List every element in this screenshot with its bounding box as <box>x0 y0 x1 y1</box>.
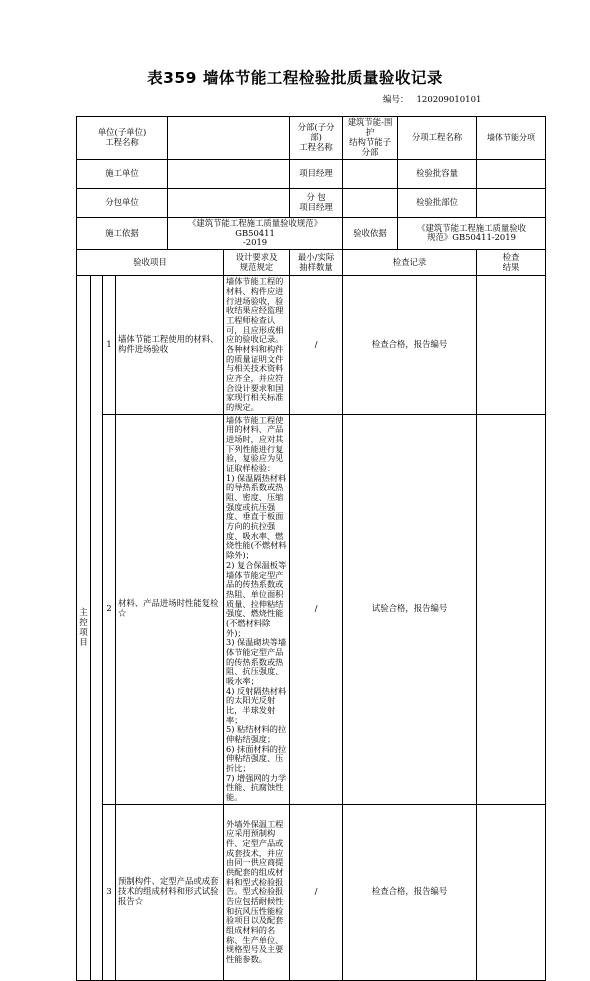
acceptance-basis-label: 验收依据 <box>343 217 398 250</box>
header-row-2 <box>77 159 546 188</box>
main-control-label: 主 控 项 目 <box>77 276 91 980</box>
basis-value: 《建筑节能工程施工质量验收规范》GB50411 -2019 <box>168 217 343 250</box>
row-number: 3 <box>103 804 116 980</box>
subcontractor-value <box>168 188 290 217</box>
row-requirement: 外墙外保温工程应采用预制构件、定型产品或成套技术，并应由同一供应商提供配套的组成材料和型式检验报告。型式检验报告应包括耐候性和抗风压性能检验项目以及配套组成材料的名称、生产单位、规格型号及主要性能参数。 <box>224 804 290 980</box>
column-item: 验收项目 <box>77 250 224 276</box>
header-row-4 <box>77 217 546 250</box>
table-row <box>77 804 546 980</box>
row-result <box>477 414 546 804</box>
column-header-row <box>77 250 546 276</box>
batch-capacity-label: 检验批容量 <box>398 159 477 188</box>
row-number: 1 <box>103 276 116 414</box>
sub-manager-value <box>343 188 398 217</box>
header-row-1 <box>77 117 546 160</box>
construction-unit-value <box>168 159 290 188</box>
project-manager-label: 项目经理 <box>290 159 343 188</box>
batch-capacity-value <box>477 159 546 188</box>
subitem-label: 分项工程名称 <box>398 117 477 160</box>
row-requirement: 墙体节能工程的材料、构件应进行进场验收，验收结果应经监理工程师检查认可，且应形成相应的验收记录。各种材料和构件的质量证明文件与相关技术资料应齐全，并应符合设计要求和国家现行相关标准的规定。 <box>224 276 290 414</box>
table-row <box>77 276 546 414</box>
basis-label: 施工依据 <box>77 217 168 250</box>
unit-project-value <box>168 117 290 160</box>
row-record: 试验合格，报告编号 <box>343 414 477 804</box>
unit-project-label: 单位(子单位) 工程名称 <box>77 117 168 160</box>
subcontractor-label: 分包单位 <box>77 188 168 217</box>
project-manager-value <box>343 159 398 188</box>
column-record: 检查记录 <box>343 250 477 276</box>
table-row <box>77 414 546 804</box>
document-number <box>383 93 481 105</box>
row-item: 材料、产品进场时性能复检☆ <box>116 414 224 804</box>
division-value: 建筑节能-围护 结构节能子分部 <box>343 117 398 160</box>
subitem-value: 墙体节能分项 <box>477 117 546 160</box>
sub-manager-label: 分 包 项目经理 <box>290 188 343 217</box>
spacer-column <box>91 276 103 980</box>
acceptance-basis-value: 《建筑节能工程施工质量验收 规范》GB50411-2019 <box>398 217 546 250</box>
row-sampling: / <box>290 414 343 804</box>
page-title: 表359 墙体节能工程检验批质量验收记录 <box>147 69 443 87</box>
inspection-record-table <box>76 116 546 981</box>
division-label: 分部(子分部) 工程名称 <box>290 117 343 160</box>
row-sampling: / <box>290 276 343 414</box>
row-result <box>477 276 546 414</box>
batch-location-label: 检验批部位 <box>398 188 477 217</box>
row-item: 墙体节能工程使用的材料、构件进场验收 <box>116 276 224 414</box>
batch-location-value <box>477 188 546 217</box>
document-number-value: 120209010101 <box>416 95 482 105</box>
row-item: 预制构件、定型产品或成套技术的组成材料和形式试验报告☆ <box>116 804 224 980</box>
header-row-3 <box>77 188 546 217</box>
row-number: 2 <box>103 414 116 804</box>
row-requirement: 墙体节能工程使用的材料、产品进场时，应对其下列性能进行复验，复验应为见证取样检验： 1) 保温隔热材料的导热系数或热阻、密度、压缩强度或抗压强度、垂直于板面方向的抗拉强度、吸水率、燃烧性能(不燃材料除外)； 2) 复合保温板等墙体节能定型产品的传热系数或热阻、单位面积质量、拉伸粘结强度、燃烧性能(不燃材料除外)； 3) 保温砌块等墙体节能定型产品的传热系数或热阻、抗压强度、吸水率； 4) 反射隔热材料的太阳光反射比，半球发射率； 5) 粘结材料的拉伸粘结强度； 6) 抹面材料的拉伸粘结强度、压折比； 7) 增强网的力学性能、抗腐蚀性能。 <box>224 414 290 804</box>
column-design: 设计要求及 规范规定 <box>224 250 290 276</box>
row-result <box>477 804 546 980</box>
column-result: 检查 结果 <box>477 250 546 276</box>
document-number-label: 编号： <box>383 95 409 105</box>
row-record: 检查合格，报告编号 <box>343 276 477 414</box>
construction-unit-label: 施工单位 <box>77 159 168 188</box>
row-sampling: / <box>290 804 343 980</box>
row-record: 检查合格，报告编号 <box>343 804 477 980</box>
column-sampling: 最小/实际 抽样数量 <box>290 250 343 276</box>
